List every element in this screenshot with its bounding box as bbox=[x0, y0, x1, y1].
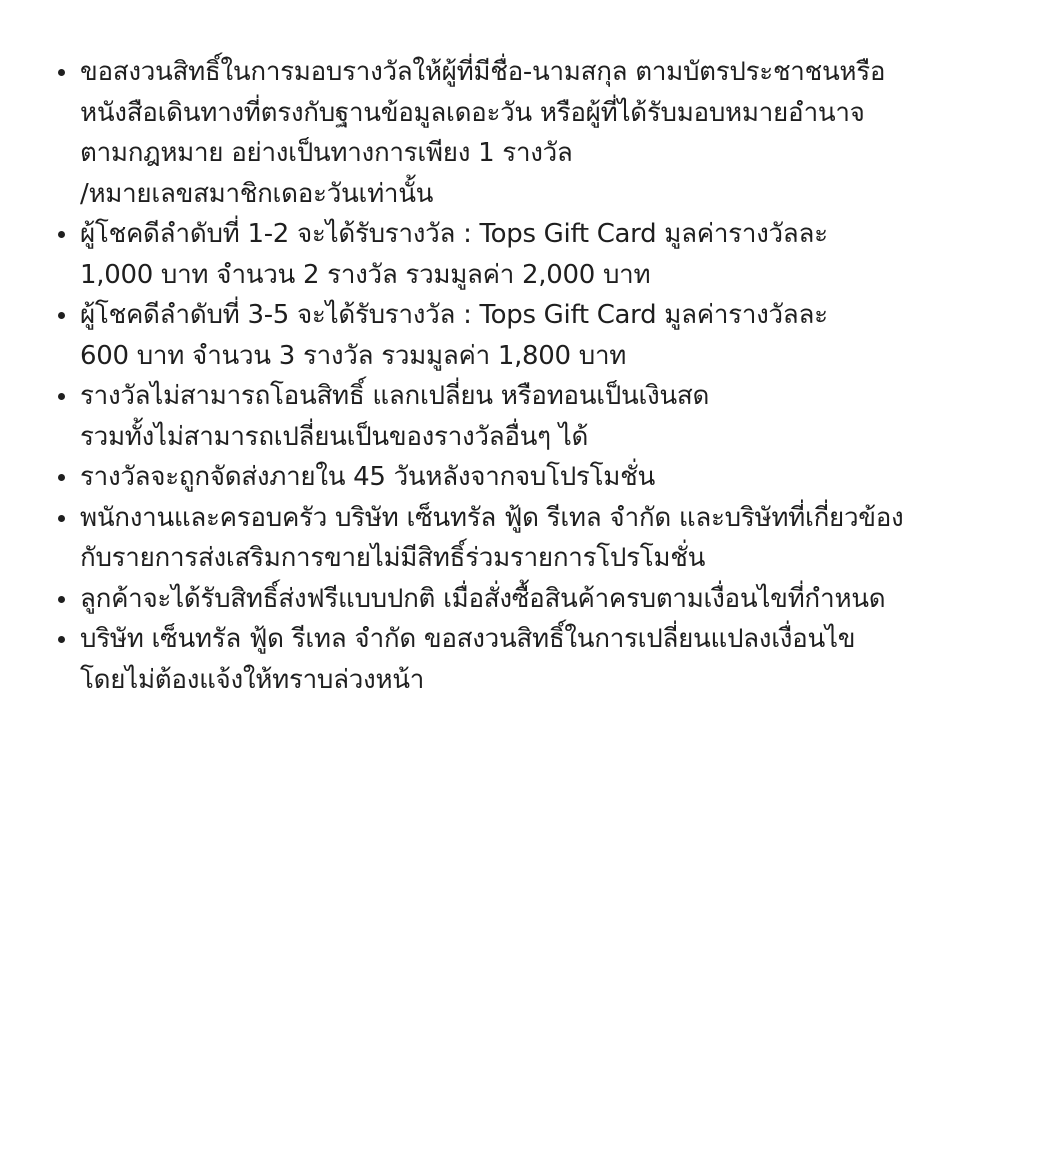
term-item bbox=[58, 52, 1018, 214]
term-item bbox=[58, 214, 1018, 295]
term-item bbox=[58, 457, 1018, 498]
term-line: ตามกฎหมาย อย่างเป็นทางการเพียง 1 รางวัล bbox=[80, 138, 573, 168]
bullet-dot-icon bbox=[58, 636, 65, 643]
bullet-dot-icon bbox=[58, 515, 65, 522]
term-line: หนังสือเดินทางที่ตรงกับฐานข้อมูลเดอะวัน หรือผู้ที่ได้รับมอบหมายอำนาจ bbox=[80, 97, 865, 128]
term-line: ผู้โชคดีลำดับที่ 1-2 จะได้รับรางวัล : Tops Gift Card มูลค่ารางวัลละ bbox=[80, 219, 828, 249]
term-line: 600 บาท จำนวน 3 รางวัล รวมมูลค่า 1,800 บาท bbox=[80, 340, 627, 371]
bullet-dot-icon bbox=[58, 474, 65, 481]
bullet-dot-icon bbox=[58, 596, 65, 603]
term-item bbox=[58, 579, 1018, 620]
bullet-dot-icon bbox=[58, 312, 65, 319]
term-line: 1,000 บาท จำนวน 2 รางวัล รวมมูลค่า 2,000 บาท bbox=[80, 259, 651, 290]
term-line: รวมทั้งไม่สามารถเปลี่ยนเป็นของรางวัลอื่นๆ ได้ bbox=[80, 421, 589, 452]
bullet-dot-icon bbox=[58, 231, 65, 238]
bullet-dot-icon bbox=[58, 69, 65, 76]
term-item bbox=[58, 376, 1018, 457]
bullet-dot-icon bbox=[58, 393, 65, 400]
term-line: บริษัท เซ็นทรัล ฟู้ด รีเทล จำกัด ขอสงวนสิทธิ์ในการเปลี่ยนแปลงเงื่อนไข bbox=[80, 624, 856, 654]
term-line: /หมายเลขสมาชิกเดอะวันเท่านั้น bbox=[80, 178, 434, 209]
term-line: ขอสงวนสิทธิ์ในการมอบรางวัลให้ผู้ที่มีชื่อ-นามสกุล ตามบัตรประชาชนหรือ bbox=[80, 57, 886, 87]
term-item bbox=[58, 619, 1018, 700]
term-line: กับรายการส่งเสริมการขายไม่มีสิทธิ์ร่วมรายการโปรโมชั่น bbox=[80, 543, 706, 573]
term-line: รางวัลไม่สามารถโอนสิทธิ์ แลกเปลี่ยน หรือทอนเป็นเงินสด bbox=[80, 381, 710, 411]
terms-list bbox=[58, 52, 1018, 700]
term-item bbox=[58, 498, 1018, 579]
term-line: พนักงานและครอบครัว บริษัท เซ็นทรัล ฟู้ด รีเทล จำกัด และบริษัทที่เกี่ยวข้อง bbox=[80, 502, 904, 533]
term-line: ลูกค้าจะได้รับสิทธิ์ส่งฟรีแบบปกติ เมื่อสั่งซื้อสินค้าครบตามเงื่อนไขที่กำหนด bbox=[80, 583, 886, 614]
term-line: ผู้โชคดีลำดับที่ 3-5 จะได้รับรางวัล : Tops Gift Card มูลค่ารางวัลละ bbox=[80, 300, 828, 330]
term-line: โดยไม่ต้องแจ้งให้ทราบล่วงหน้า bbox=[80, 664, 425, 695]
term-item bbox=[58, 295, 1018, 376]
term-line: รางวัลจะถูกจัดส่งภายใน 45 วันหลังจากจบโปรโมชั่น bbox=[80, 462, 655, 492]
